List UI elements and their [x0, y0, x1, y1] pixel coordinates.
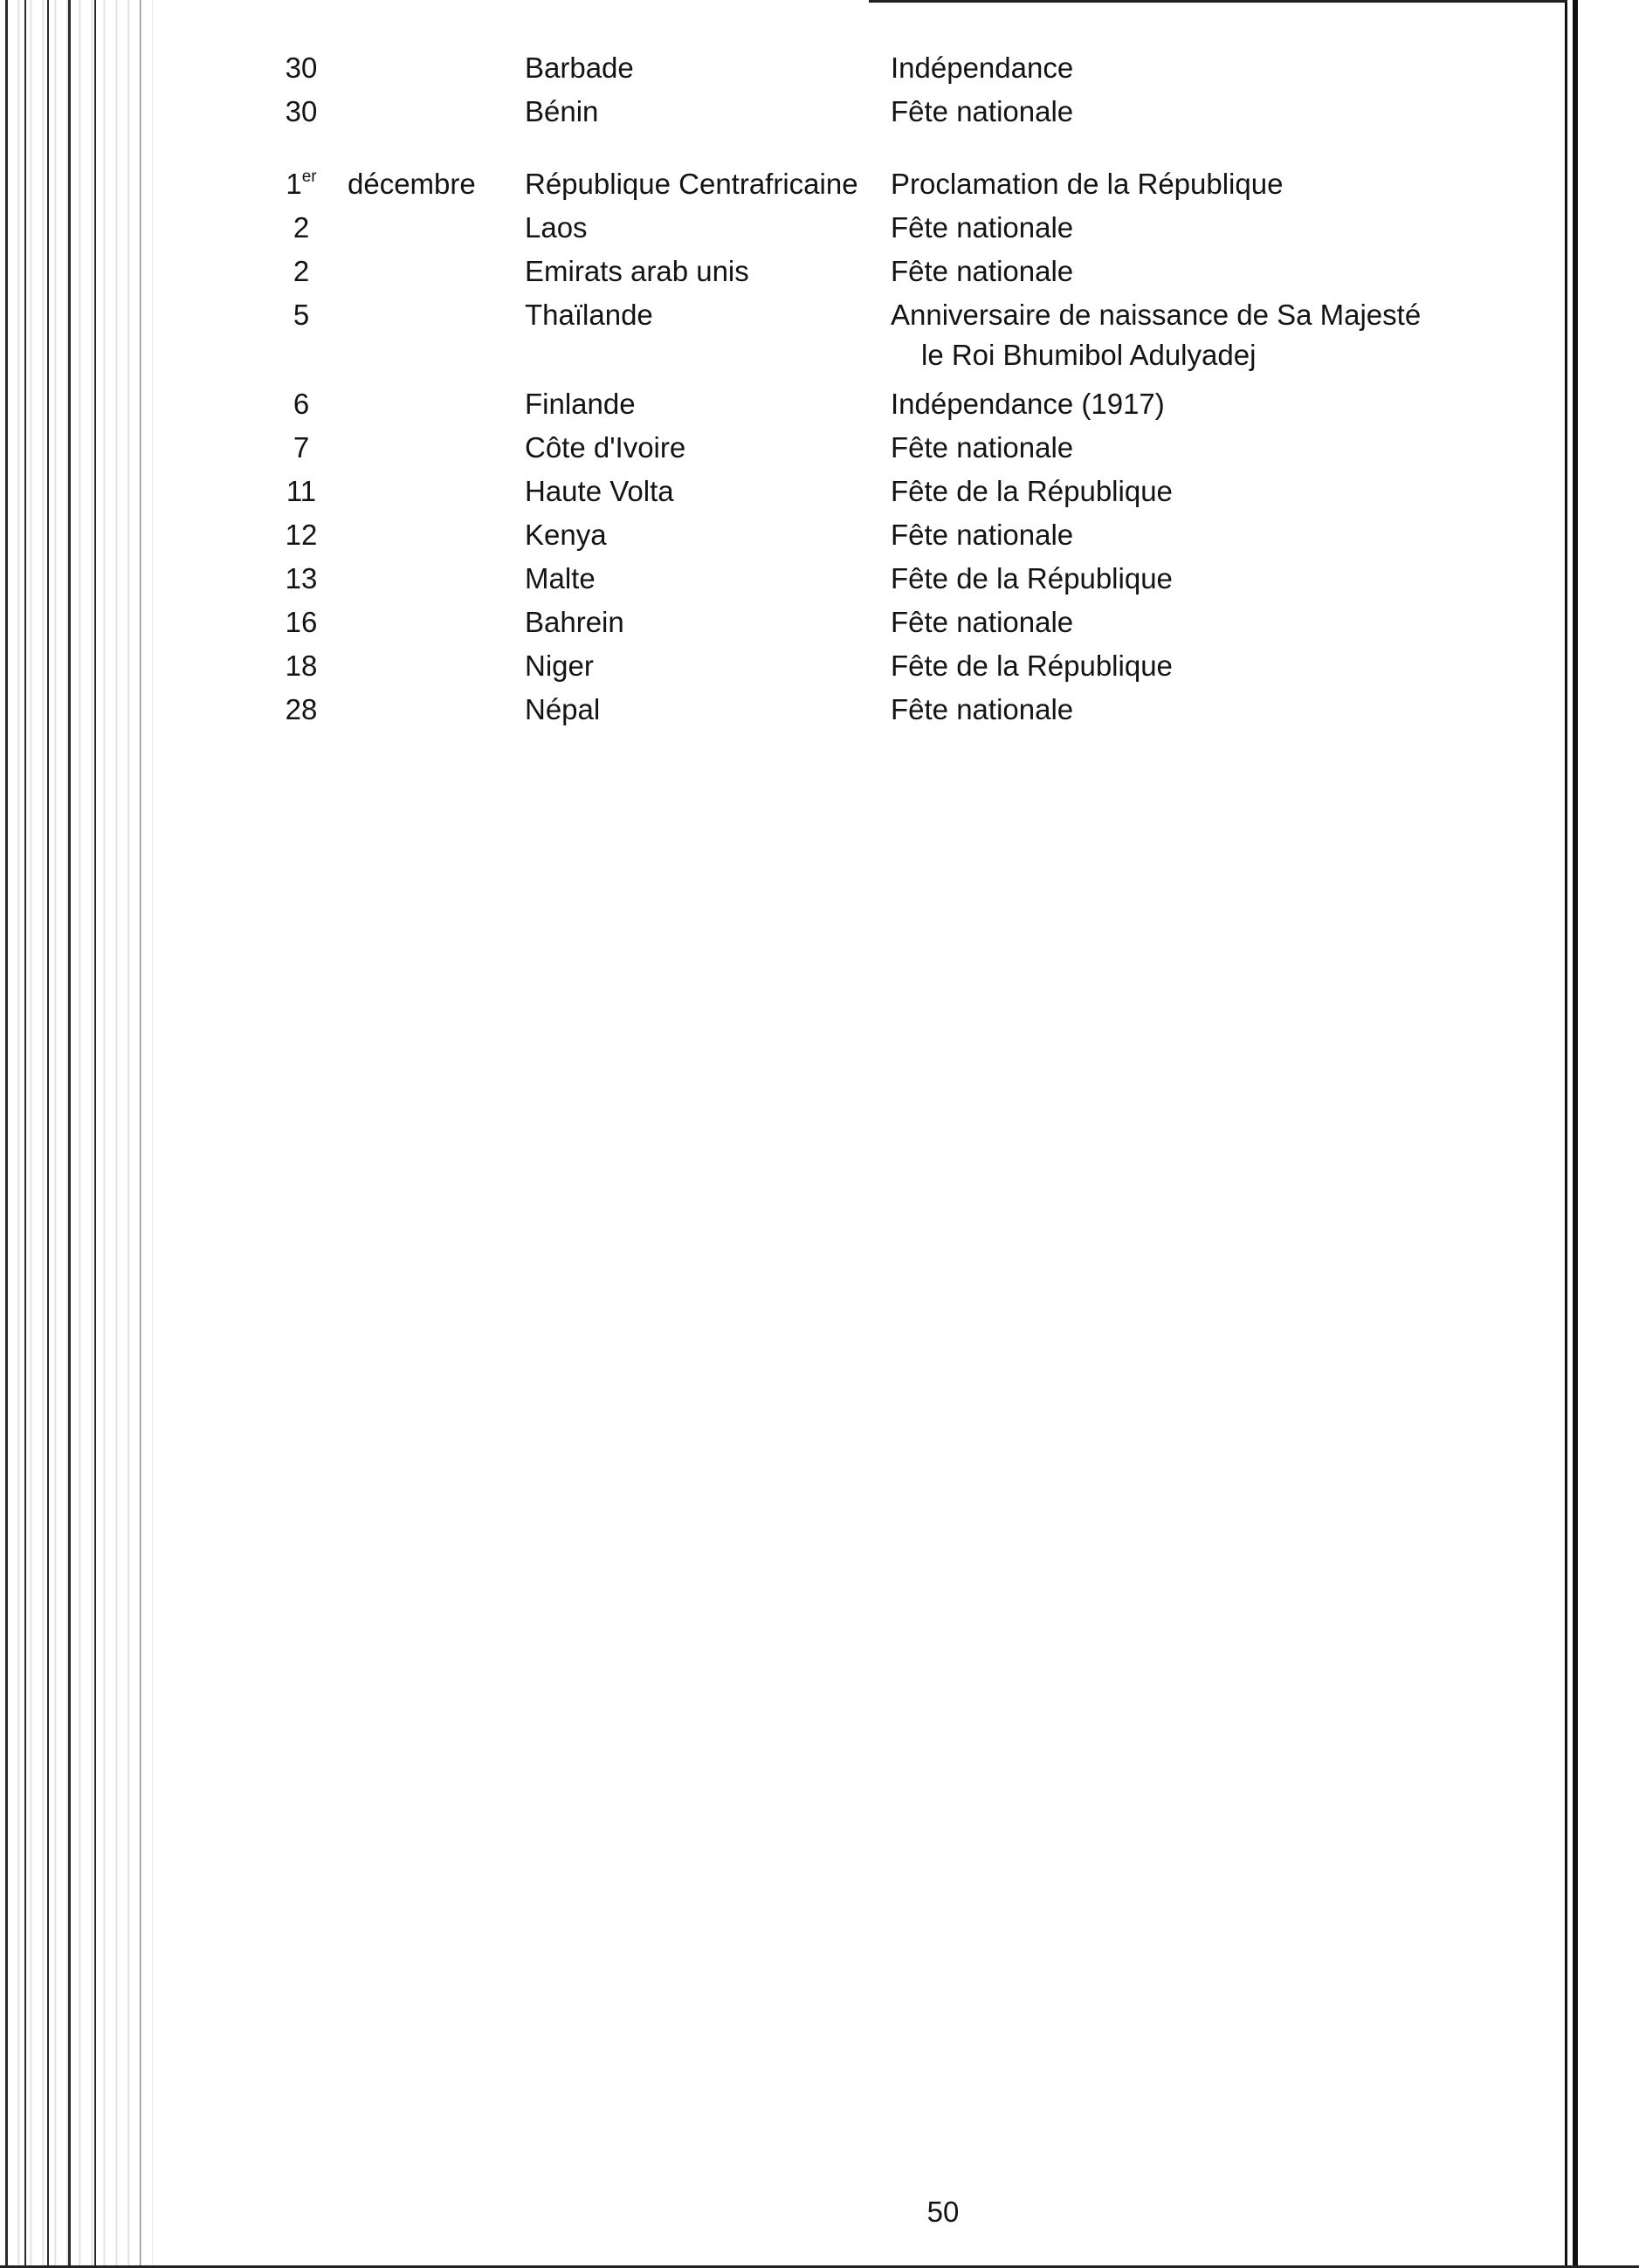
table-row: [0, 601, 1639, 644]
country-cell: Bahrein: [525, 606, 624, 638]
day-cell: 12: [285, 519, 318, 551]
table-row: [0, 382, 1639, 426]
day-cell: 30: [285, 52, 318, 84]
table-row: [0, 513, 1639, 557]
day-cell: 28: [285, 693, 318, 725]
country-cell: Bénin: [525, 95, 599, 127]
day-cell: 11: [286, 475, 317, 507]
country-cell: Niger: [525, 649, 594, 682]
day-cell: 5: [293, 299, 310, 331]
country-cell: Haute Volta: [525, 475, 674, 507]
table-row: [0, 46, 1639, 90]
day-cell: 2: [293, 255, 310, 287]
country-cell: Népal: [525, 693, 601, 725]
country-cell: Barbade: [525, 52, 634, 84]
table-row: [0, 162, 1639, 206]
event-cell: Anniversaire de naissance de Sa Majesté: [891, 299, 1422, 331]
day-cell: 1er: [286, 168, 317, 200]
table-row: [0, 688, 1639, 732]
month-cell: décembre: [348, 168, 476, 200]
event-cell-continuation: le Roi Bhumibol Adulyadej: [921, 339, 1257, 371]
country-cell: Côte d'Ivoire: [525, 431, 686, 464]
country-cell: Malte: [525, 562, 596, 594]
day-superscript: er: [301, 168, 317, 186]
table-row: [0, 557, 1639, 601]
table-row: [0, 250, 1639, 293]
table-row: [0, 644, 1639, 688]
table-row: [0, 426, 1639, 470]
day-cell: 2: [293, 211, 310, 244]
event-cell: Fête nationale: [891, 255, 1074, 287]
table-row-continuation: [0, 333, 1639, 377]
country-cell: Kenya: [525, 519, 607, 551]
day-cell: 13: [285, 562, 318, 594]
table-row: [0, 206, 1639, 250]
event-cell: Indépendance (1917): [891, 388, 1165, 420]
event-cell: Fête de la République: [891, 562, 1173, 594]
event-cell: Fête nationale: [891, 211, 1074, 244]
event-cell: Fête nationale: [891, 693, 1074, 725]
table-row: [0, 470, 1639, 513]
event-cell: Fête de la République: [891, 649, 1173, 682]
event-cell: Indépendance: [891, 52, 1074, 84]
table-row: [0, 293, 1639, 337]
page-number: 50: [926, 2196, 960, 2228]
country-cell: Thaïlande: [525, 299, 653, 331]
country-cell: République Centrafricaine: [525, 168, 858, 200]
country-cell: Emirats arab unis: [525, 255, 749, 287]
top-rule: [869, 0, 1567, 3]
country-cell: Finlande: [525, 388, 636, 420]
event-cell: Fête de la République: [891, 475, 1173, 507]
table-row: [0, 90, 1639, 134]
country-cell: Laos: [525, 211, 588, 244]
event-cell: Fête nationale: [891, 431, 1074, 464]
event-cell: Fête nationale: [891, 606, 1074, 638]
event-cell: Proclamation de la République: [891, 168, 1284, 200]
day-cell: 18: [285, 649, 318, 682]
day-cell: 16: [285, 606, 318, 638]
day-cell: 6: [293, 388, 310, 420]
event-cell: Fête nationale: [891, 95, 1074, 127]
day-cell: 7: [293, 431, 310, 464]
day-cell: 30: [285, 95, 318, 127]
event-cell: Fête nationale: [891, 519, 1074, 551]
